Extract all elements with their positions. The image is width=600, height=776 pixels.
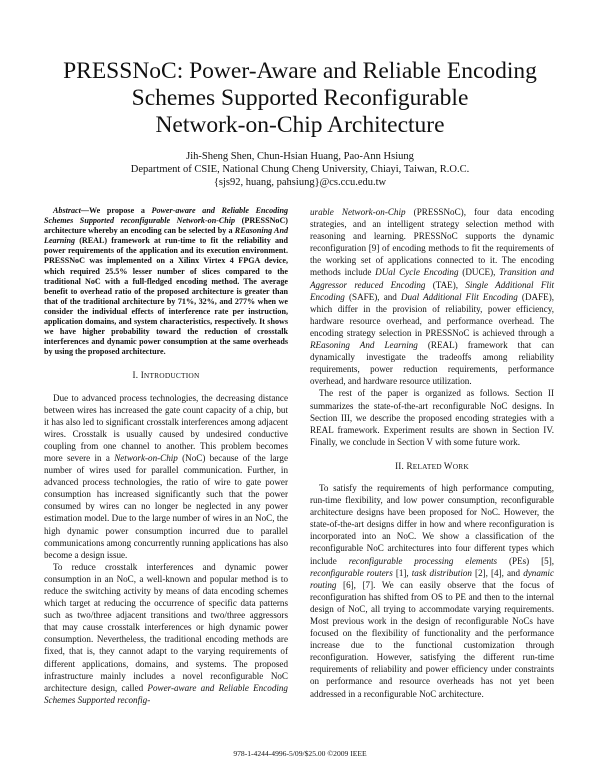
abstract-text: —We propose a [80,206,152,215]
abstract-text: (PRESSNoC) architecture whereby an encoding can be selected by a [44,216,288,236]
author-affiliation: Department of CSIE, National Chung Cheng University, Chiayi, Taiwan, R.O.C. [130,164,470,175]
intro-continued-paragraph: urable Network-on-Chip (PRESSNoC), four data encoding strategies, and an intelligent strategy selection method with reasoning and learning. PRESSNoC supports the dynamic reconfiguration [9] of encoding methods to fit the requirements of the working set of applications connected to it. The encoding methods include DUal Cycle Encoding (DUCE), Transition and Aggressor reduced Encoding (TAE), Single Additional Flit Encoding (SAFE), and Dual Additional Flit Encoding (DAFE), which differ in the provision of reliability, power efficiency, hardware resource overhead, and performance overhead. The encoding strategy selection in PRESSNoC is achieved through a REasoning And Learning (REAL) framework that can dynamically investigate the tradeoffs among reliability requirements, power reduction requirements, performance overhead, and hardware resource utilization. [310,207,554,387]
abstract-text-italic: Power-aware and Reliable Encoding Schemes Supported reconfigurable Network-on-Chip [44,206,288,226]
abstract-label: Abstract [53,206,81,215]
author-email: {sjs92, huang, pahsiung}@cs.ccu.edu.tw [213,177,387,188]
abstract-text-italic: REasoning And Learning [44,226,288,246]
related-work-paragraph: To satisfy the requirements of high performance computing, run-time flexibility, and low power consumption, reconfigurable architecture designs have been proposed for NoC. However, the state-of-the-art designs differ in how and where reconfiguration is incorporated into an NoC. We show a classification of the reconfigurable NoC architectures into four different types which include reconfigurable processing elements (PEs) [5], reconfigurable routers [1], task distribution [2], [4], and dynamic routing [6], [7]. We can easily observe that the focus of reconfiguration has shifted from OS to PE and then to the internal design of NoC, all trying to accommodate varying requirements. Most previous work in the design of reconfigurable NoCs have focused on the flexibility of functionality and the performance increase due to the functional customization through reconfiguration. However, satisfying the different run-time requirements of reliability and power efficiency under constraints on performance and resource overheads has not yet been addressed in a reconfigurable NoC architecture. [310,482,554,699]
left-column [44,206,288,706]
title-line: Schemes Supported Reconfigurable [131,85,469,111]
abstract [44,206,288,357]
paper-title [40,58,560,139]
title-line: PRESSNoC: Power-Aware and Reliable Encoding [63,58,537,84]
intro-paragraph: Due to advanced process technologies, the decreasing distance between wires has increased the gate count capacity of a chip, but it has also led to significant crosstalk interferences among adjacent wires. Crosstalk is usually caused by undesired conductive coupling from one channel to another. This problem becomes more severe in a Network-on-Chip (NoC) because of the large number of wires used for parallel communication. Further, in advanced process technologies, the ratio of wire to gate power consumption has increased significantly such that the power consumed by wires can no longer be neglected in any power estimation model. Due to the large number of wires in an NoC, the high dynamic power consumption incurred due to parallel communications among concurrently running applications has also become a design issue. [44,392,288,560]
author-block [40,150,560,189]
section-heading-introduction: I. INTRODUCTION [132,370,200,381]
copyright-footer: 978-1-4244-4996-5/09/$25.00 ©2009 IEEE [233,749,367,758]
title-line: Network-on-Chip Architecture [155,112,445,138]
right-column [310,206,554,700]
author-names: Jih-Sheng Shen, Chun-Hsian Huang, Pao-Ann Hsiung [186,151,414,162]
abstract-text: (REAL) framework at run-time to fit the reliability and power requirements of the application and its execution environment. PRESSNoC was implemented on a Xilinx Virtex 4 FPGA device, which required 25.5% lesser number of slices compared to the traditional NoC with a full-fledged encoding method. The average benefit to overhead ratio of the proposed architecture is greater than that of the traditional architecture by 71%, 32%, and 277% when we consider the individual effects of interference rate per instruction, application domains, and system characteristics, respectively. It shows we have higher probability toward the reduction of crosstalk interferences and dynamic power consumption at the same overheads by using the proposed architecture. [44,236,288,357]
intro-paragraph: To reduce crosstalk interferences and dynamic power consumption in an NoC, a well-known and popular method is to reduce the switching activity by means of data encoding schemes which target at reducing the occurrence of specific data patterns such as two/three adjacent transitions and two/three aggressors that may cause crosstalk interferences or high dynamic power consumption. Nevertheless, the traditional encoding methods are fixed, that is, they cannot adapt to the varying requirements of different applications, domains, and systems. The proposed infrastructure mainly includes a novel reconfigurable NoC architecture design, called Power-aware and Reliable Encoding Schemes Supported reconfig- [44,561,288,705]
section-heading-related-work: II. RELATED WORK [395,460,469,471]
organization-paragraph: The rest of the paper is organized as follows. Section II summarizes the state-of-the-art reconfigurable NoC designs. In Section III, we describe the proposed encoding strategies with a REAL framework. Experiment results are shown in Section IV. Finally, we conclude in Section V with some future work. [310,388,554,447]
